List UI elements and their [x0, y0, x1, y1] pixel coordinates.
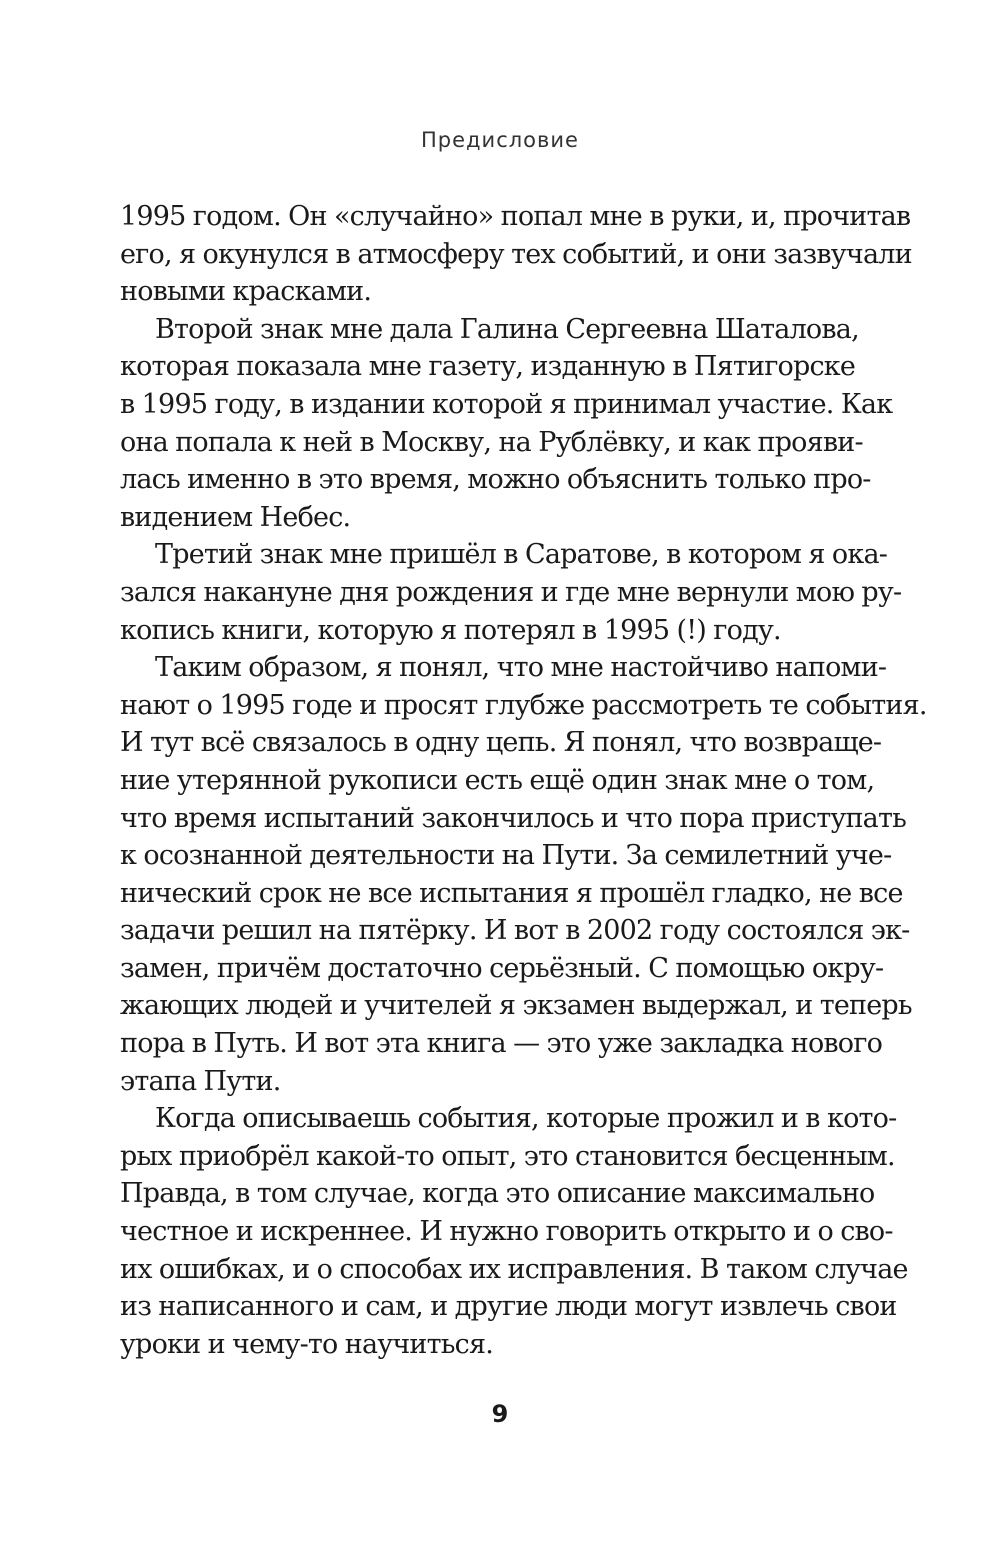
body-text [120, 198, 927, 1363]
text-line: нают о 1995 годе и просят глубже рассмотреть те события. [120, 689, 927, 721]
text-line: она попала к ней в Москву, на Рублёвку, и как прояви- [120, 426, 863, 458]
text-line: лась именно в это время, можно объяснить только про- [120, 464, 871, 496]
text-line: Второй знак мне дала Галина Сергеевна Шаталова, [155, 313, 859, 345]
text-line: пора в Путь. И вот эта книга — это уже закладка нового [120, 1028, 883, 1060]
text-line: жающих людей и учителей я экзамен выдержал, и теперь [120, 990, 912, 1022]
text-line: из написанного и сам, и другие люди могут извлечь свои [120, 1291, 897, 1323]
running-header: Предисловие [421, 128, 579, 152]
text-line: его, я окунулся в атмосферу тех событий, и они зазвучали [120, 238, 912, 270]
text-line: честное и искреннее. И нужно говорить открыто и о сво- [120, 1216, 893, 1248]
text-line: новыми красками. [120, 276, 372, 308]
text-line: видением Небес. [120, 501, 351, 533]
text-line: Когда описываешь события, которые прожил и в кото- [155, 1103, 897, 1135]
text-line: 1995 годом. Он «случайно» попал мне в руки, и, прочитав [120, 201, 911, 232]
text-line: которая показала мне газету, изданную в Пятигорске [120, 351, 856, 383]
text-line: замен, причём достаточно серьёзный. С помощью окру- [120, 952, 884, 984]
text-line: уроки и чему-то научиться. [120, 1328, 493, 1360]
text-line: нический срок не все испытания я прошёл гладко, не все [120, 877, 903, 909]
text-line: Правда, в том случае, когда это описание максимально [120, 1178, 875, 1210]
text-line: зался накануне дня рождения и где мне вернули мою ру- [120, 576, 902, 608]
text-line: что время испытаний закончилось и что пора приступать [120, 802, 906, 834]
page-number: 9 [491, 1400, 509, 1428]
text-line: задачи решил на пятёрку. И вот в 2002 году состоялся эк- [120, 915, 910, 947]
text-line: Третий знак мне пришёл в Саратове, в котором я ока- [155, 539, 888, 571]
text-line: их ошибках, и о способах их исправления. В таком случае [120, 1253, 908, 1285]
text-line: Таким образом, я понял, что мне настойчиво напоми- [155, 652, 887, 684]
text-line: копись книги, которую я потерял в 1995 (!) году. [120, 614, 781, 646]
text-line: этапа Пути. [120, 1065, 281, 1097]
text-line: рых приобрёл какой-то опыт, это становится бесценным. [120, 1140, 895, 1172]
text-line: И тут всё связалось в одну цепь. Я понял, что возвраще- [120, 727, 882, 759]
text-line: ние утерянной рукописи есть ещё один знак мне о том, [120, 764, 875, 796]
text-line: в 1995 году, в издании которой я принимал участие. Как [120, 388, 893, 420]
text-line: к осознанной деятельности на Пути. За семилетний уче- [120, 840, 892, 872]
